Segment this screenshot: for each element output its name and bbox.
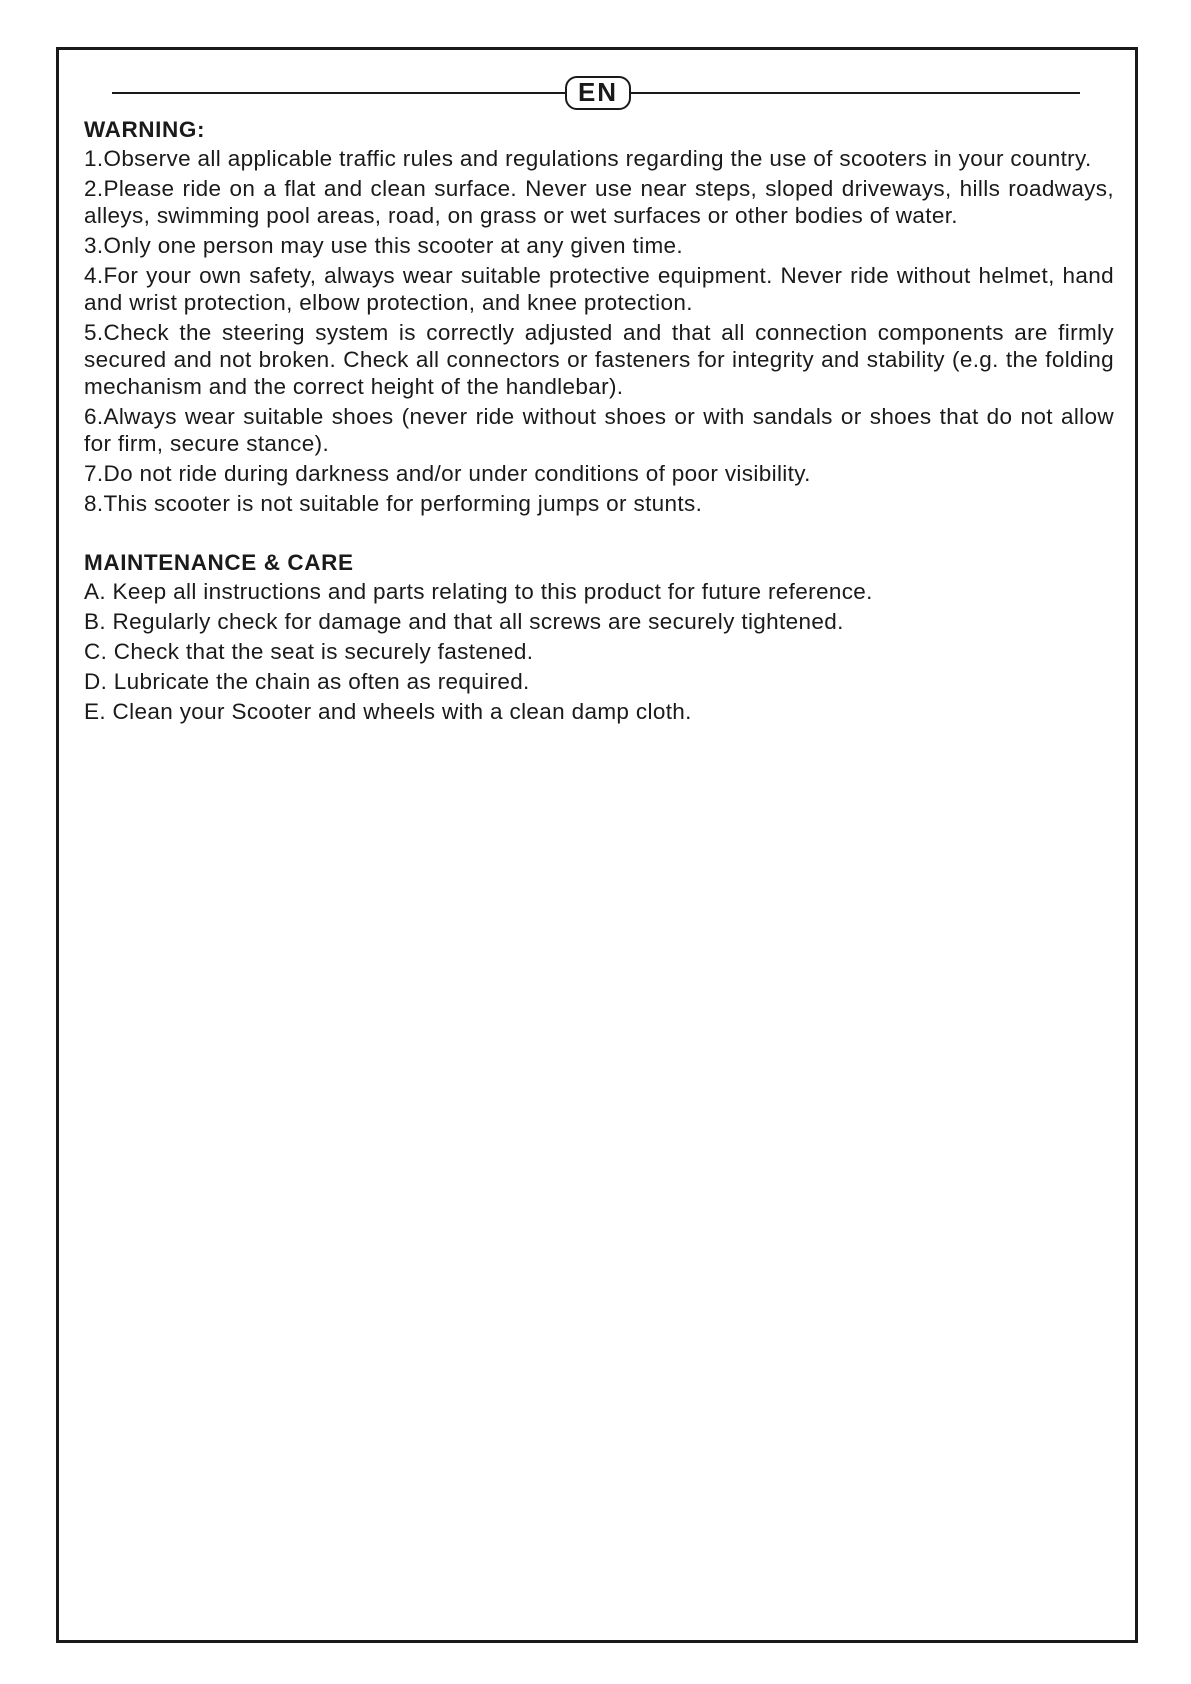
warning-item: 5.Check the steering system is correctly adjusted and that all connection components are firmly secured and not broken. Check all connectors or fasteners for integrity and stability (e.g. the folding mechanism and the correct height of the handlebar). [84, 320, 1114, 399]
warning-item: 1.Observe all applicable traffic rules and regulations regarding the use of scooters in your country. [84, 146, 1092, 171]
maintenance-item: B. Regularly check for damage and that all screws are securely tightened. [84, 609, 844, 634]
maintenance-item: E. Clean your Scooter and wheels with a clean damp cloth. [84, 699, 692, 724]
warning-heading: WARNING: [84, 117, 206, 142]
maintenance-item: D. Lubricate the chain as often as required. [84, 669, 530, 694]
warning-item: 4.For your own safety, always wear suitable protective equipment. Never ride without helmet, hand and wrist protection, elbow protection, and knee protection. [84, 263, 1114, 315]
section-spacer [84, 520, 1114, 549]
manual-content [84, 116, 1114, 728]
warning-item: 2.Please ride on a flat and clean surface. Never use near steps, sloped driveways, hills roadways, alleys, swimming pool areas, road, on grass or wet surfaces or other bodies of water. [84, 176, 1114, 228]
warning-item: 3.Only one person may use this scooter at any given time. [84, 233, 683, 258]
warning-item: 8.This scooter is not suitable for performing jumps or stunts. [84, 491, 703, 516]
warning-item: 6.Always wear suitable shoes (never ride without shoes or with sandals or shoes that do not allow for firm, secure stance). [84, 404, 1114, 456]
language-badge: EN [565, 76, 631, 110]
maintenance-list [84, 578, 1114, 725]
maintenance-heading: MAINTENANCE & CARE [84, 550, 354, 575]
maintenance-item: A. Keep all instructions and parts relating to this product for future reference. [84, 579, 873, 604]
warning-list [84, 145, 1114, 517]
maintenance-item: C. Check that the seat is securely fastened. [84, 639, 534, 664]
warning-item: 7.Do not ride during darkness and/or under conditions of poor visibility. [84, 461, 811, 486]
